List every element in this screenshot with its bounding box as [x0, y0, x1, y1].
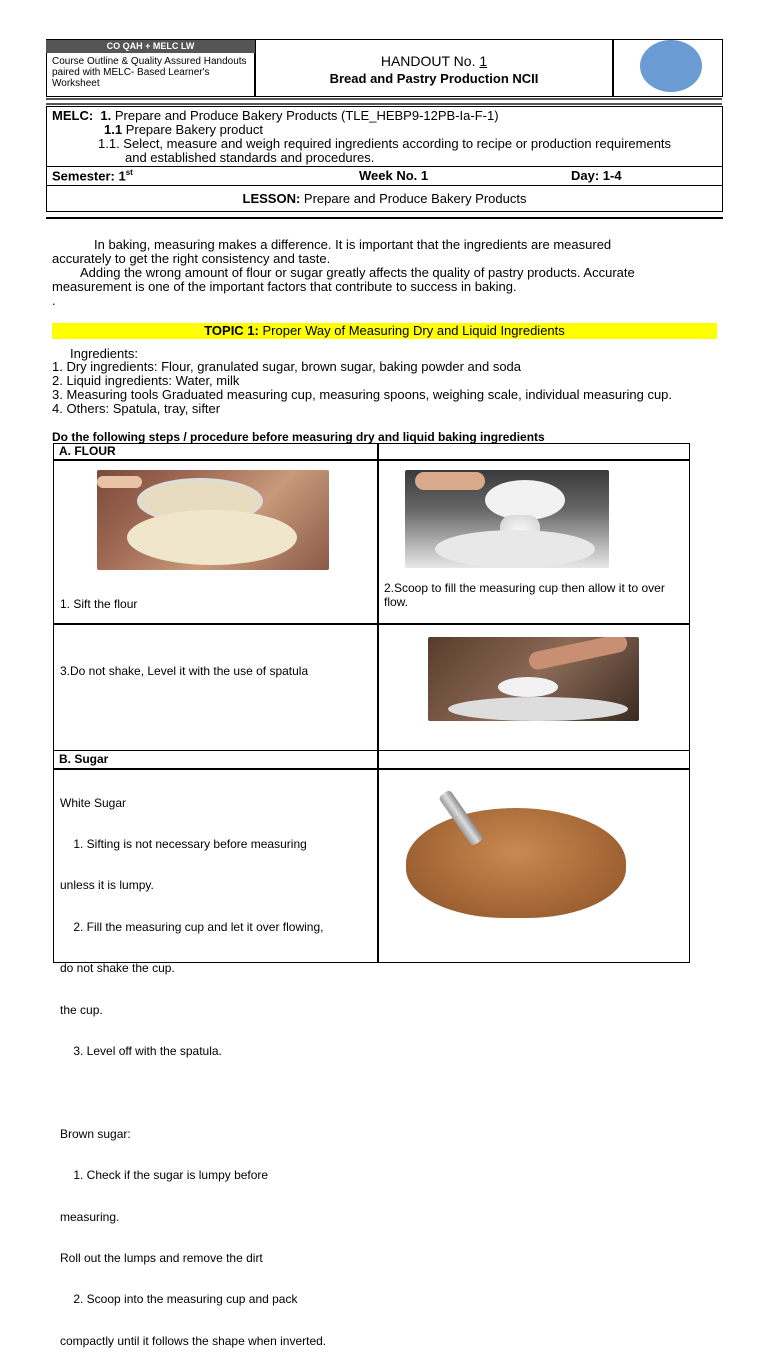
lesson-bottom-line	[46, 217, 723, 219]
intro-line-2: accurately to get the right consistency and taste.	[52, 251, 331, 266]
sugar-line: measuring.	[60, 1209, 120, 1224]
handout-number: 1	[479, 53, 488, 69]
sugar-line: compactly until it follows the shape when inverted.	[60, 1333, 327, 1348]
topic-label: TOPIC 1:	[204, 323, 259, 338]
handout-title	[256, 40, 612, 96]
melc-line-3: 1.1. Select, measure and weigh required ingredients according to recipe or production requirements	[98, 136, 672, 151]
day-range: Day: 1-4	[571, 168, 622, 183]
melc-text-1: Prepare and Produce Bakery Products (TLE_HEBP9-12PB-Ia-F-1)	[111, 108, 499, 123]
sugar-line: Brown sugar:	[60, 1126, 131, 1141]
melc-num-1: 1.	[100, 108, 112, 123]
sugar-line: 2. Fill the measuring cup and let it over flowing,	[60, 919, 324, 934]
semester	[52, 168, 133, 183]
semester-sup: st	[125, 168, 133, 177]
sugar-line: 1. Sifting is not necessary before measuring	[60, 836, 307, 851]
school-logo	[640, 40, 702, 92]
ingredient-item-4: 4. Others: Spatula, tray, sifter	[52, 401, 221, 416]
header-divider-2	[612, 39, 614, 97]
procedure-heading: Do the following steps / procedure before measuring dry and liquid baking ingredients	[52, 430, 545, 444]
sugar-label: B. Sugar	[59, 752, 109, 766]
lesson	[46, 191, 723, 206]
ingredients-heading: Ingredients:	[70, 346, 138, 361]
ingredient-item-2: 2. Liquid ingredients: Water, milk	[52, 373, 240, 388]
sugar-line	[60, 1086, 326, 1100]
header-left-description: Course Outline & Quality Assured Handouts paired with MELC- Based Learner's Worksheet	[52, 56, 247, 89]
melc-num-2: 1.1	[104, 122, 123, 137]
header-left-title: CO QAH + MELC LW	[46, 40, 255, 53]
lesson-label: LESSON:	[242, 191, 301, 206]
flour-step-3: 3.Do not shake, Level it with the use of spatula	[60, 664, 309, 678]
leveling-flour-photo	[428, 637, 639, 721]
flour-label: A. FLOUR	[59, 444, 116, 458]
scooping-flour-photo	[405, 470, 609, 568]
sifting-flour-photo	[97, 470, 329, 570]
flour-row-line-1	[53, 459, 690, 461]
handout-prefix: HANDOUT No.	[380, 53, 480, 69]
intro-line-3: Adding the wrong amount of flour or sugar greatly affects the quality of pastry products. Accurate	[80, 265, 635, 280]
sugar-line: 3. Level off with the spatula.	[60, 1043, 222, 1058]
sugar-line: 1. Check if the sugar is lumpy before	[60, 1168, 269, 1183]
header-bar-2	[46, 103, 722, 105]
sugar-instructions	[60, 769, 326, 1362]
subject-title: Bread and Pastry Production NCII	[329, 71, 539, 86]
melc-line-1	[52, 108, 499, 123]
ingredient-item-1: 1. Dry ingredients: Flour, granulated sugar, brown sugar, baking powder and soda	[52, 359, 522, 374]
sugar-line: 2. Scoop into the measuring cup and pack	[60, 1292, 298, 1307]
semester-label: Semester: 1	[52, 168, 126, 184]
sugar-line: unless it is lumpy.	[60, 878, 154, 893]
melc-text-2: Prepare Bakery product	[122, 122, 263, 137]
melc-line-4: and established standards and procedures.	[125, 150, 375, 165]
melc-label: MELC:	[52, 108, 94, 123]
sugar-col-divider	[377, 751, 379, 963]
lesson-title: Prepare and Produce Bakery Products	[300, 191, 527, 206]
melc-line-2	[104, 122, 263, 137]
sugar-line: the cup.	[60, 1002, 103, 1017]
header-bar-1	[46, 98, 722, 100]
sugar-line: Roll out the lumps and remove the dirt	[60, 1250, 263, 1265]
ingredient-item-3: 3. Measuring tools Graduated measuring cup, measuring spoons, weighing scale, individual measuring cup.	[52, 387, 673, 402]
brown-sugar-photo	[404, 778, 628, 918]
flour-row-line-2	[53, 623, 690, 625]
week-number: Week No. 1	[359, 168, 429, 183]
intro-line-1: In baking, measuring makes a difference. It is important that the ingredients are measured	[94, 237, 612, 252]
topic-banner	[52, 323, 717, 339]
topic-title: Proper Way of Measuring Dry and Liquid Ingredients	[258, 323, 565, 338]
intro-line-4: measurement is one of the important factors that contribute to success in baking.	[52, 279, 517, 294]
intro-dot: .	[52, 293, 56, 308]
sugar-line: do not shake the cup.	[60, 961, 175, 976]
sugar-line: White Sugar	[60, 795, 127, 810]
flour-step-2: 2.Scoop to fill the measuring cup then allow it to over flow.	[384, 581, 665, 609]
flour-col-divider	[377, 443, 379, 751]
flour-step-1: 1. Sift the flour	[60, 597, 138, 611]
